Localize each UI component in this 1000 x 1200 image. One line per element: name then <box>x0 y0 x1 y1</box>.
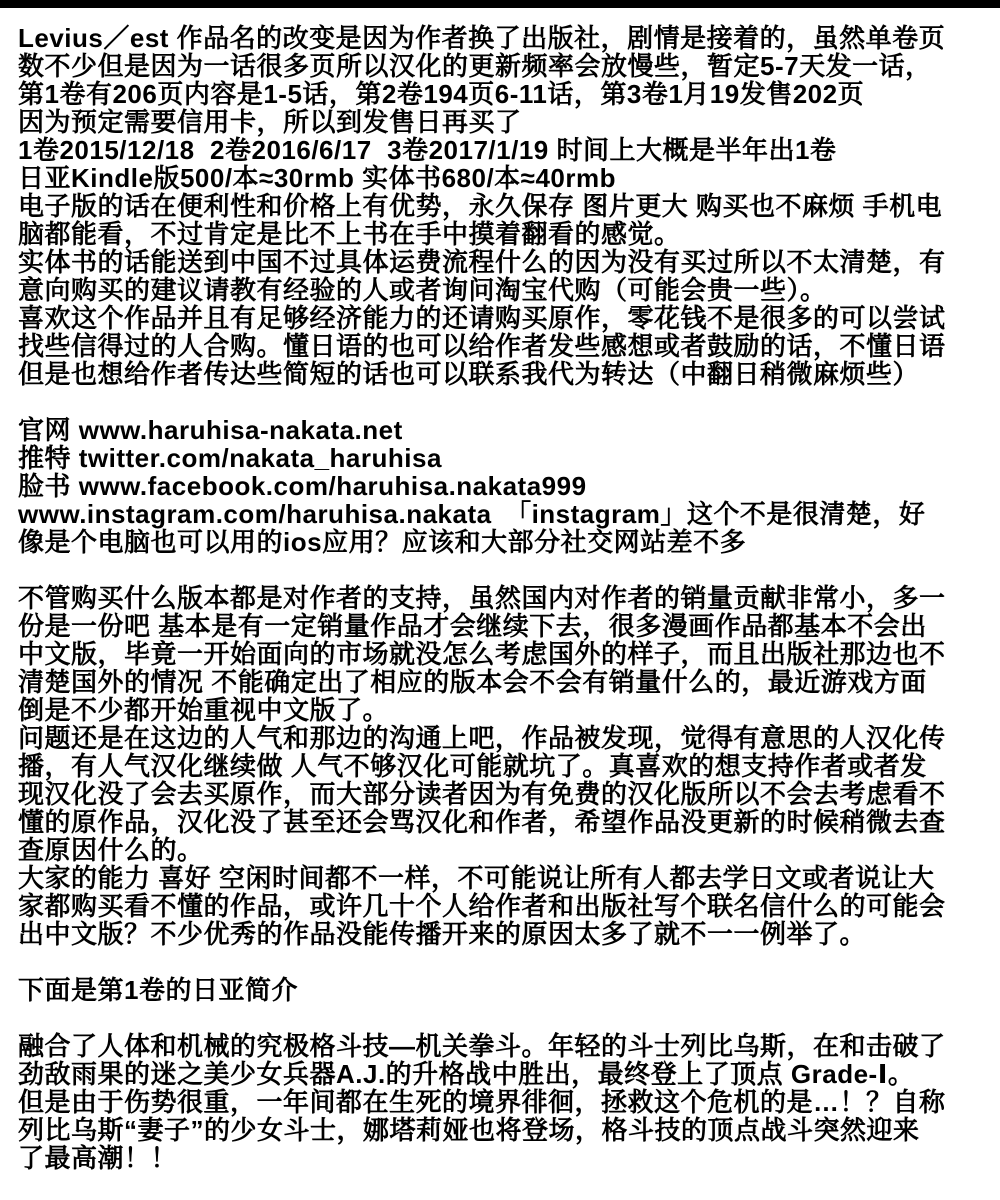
text-line: 因为预定需要信用卡，所以到发售日再买了 <box>18 107 522 137</box>
text-line: 日亚Kindle版500/本≈30rmb 实体书680/本≈40rmb <box>18 163 616 193</box>
text-line: 喜欢这个作品并且有足够经济能力的还请购买原作，零花钱不是很多的可以尝试 <box>18 303 946 333</box>
text-line: 现汉化没了会去买原作，而大部分读者因为有免费的汉化版所以不会去考虑看不 <box>18 779 946 809</box>
text-line: 劲敌雨果的迷之美少女兵器A.J.的升格战中胜出，最终登上了顶点 Grade-Ⅰ。 <box>18 1059 915 1089</box>
text-line: 份是一份吧 基本是有一定销量作品才会继续下去，很多漫画作品都基本不会出 <box>18 611 927 641</box>
section-author-links <box>18 416 988 556</box>
text-line: 像是个电脑也可以用的ios应用？应该和大部分社交网站差不多 <box>18 527 747 557</box>
text-line: 官网 www.haruhisa-nakata.net <box>18 415 403 445</box>
text-line: 电子版的话在便利性和价格上有优势，永久保存 图片更大 购买也不麻烦 手机电 <box>18 191 943 221</box>
text-line: 数不少但是因为一话很多页所以汉化的更新频率会放慢些，暂定5-7天发一话， <box>18 51 932 81</box>
text-line: 倒是不少都开始重视中文版了。 <box>18 695 390 725</box>
text-line: 问题还是在这边的人气和那边的沟通上吧，作品被发现，觉得有意思的人汉化传 <box>18 723 946 753</box>
text-line: Levius／est 作品名的改变是因为作者换了出版社，剧情是接着的，虽然单卷页 <box>18 23 946 53</box>
document-body <box>0 8 1000 1172</box>
text-line: 不管购买什么版本都是对作者的支持，虽然国内对作者的销量贡献非常小，多一 <box>18 583 946 613</box>
text-line: www.instagram.com/haruhisa.nakata 「instagram」这个不是很清楚，好 <box>18 499 926 529</box>
section-volume1-synopsis <box>18 1032 988 1172</box>
text-line: 播，有人气汉化继续做 人气不够汉化可能就坑了。真喜欢的想支持作者或者发 <box>18 751 927 781</box>
text-line: 1卷2015/12/18 2卷2016/6/17 3卷2017/1/19 时间上大概是半年出1卷 <box>18 135 837 165</box>
section-support-discussion <box>18 584 988 948</box>
text-line: 清楚国外的情况 不能确定出了相应的版本会不会有销量什么的，最近游戏方面 <box>18 667 927 697</box>
top-black-bar <box>0 0 1000 8</box>
text-line: 懂的原作品，汉化没了甚至还会骂汉化和作者，希望作品没更新的时候稍微去查 <box>18 807 946 837</box>
text-line: 中文版，毕竟一开始面向的市场就没怎么考虑国外的样子，而且出版社那边也不 <box>18 639 946 669</box>
text-line: 下面是第1卷的日亚简介 <box>18 975 298 1005</box>
text-line: 了最高潮！！ <box>18 1143 178 1173</box>
text-line: 查原因什么的。 <box>18 835 204 865</box>
text-line: 列比乌斯“妻子”的少女斗士，娜塔莉娅也将登场，格斗技的顶点战斗突然迎来 <box>18 1115 920 1145</box>
text-line: 大家的能力 喜好 空闲时间都不一样，不可能说让所有人都去学日文或者说让大 <box>18 863 935 893</box>
text-line: 推特 twitter.com/nakata_haruhisa <box>18 443 442 473</box>
text-line: 但是也想给作者传达些简短的话也可以联系我代为转达（中翻日稍微麻烦些） <box>18 359 920 389</box>
text-line: 脸书 www.facebook.com/haruhisa.nakata999 <box>18 471 587 501</box>
text-line: 出中文版？不少优秀的作品没能传播开来的原因太多了就不一一例举了。 <box>18 919 867 949</box>
text-line: 找些信得过的人合购。懂日语的也可以给作者发些感想或者鼓励的话，不懂日语 <box>18 331 946 361</box>
text-line: 意向购买的建议请教有经验的人或者询问淘宝代购（可能会贵一些）。 <box>18 275 827 305</box>
text-line: 实体书的话能送到中国不过具体运费流程什么的因为没有买过所以不太清楚，有 <box>18 247 946 277</box>
text-line: 第1卷有206页内容是1-5话，第2卷194页6-11话，第3卷1月19发售202页 <box>18 79 865 109</box>
section-release-notes <box>18 24 988 388</box>
text-line: 但是由于伤势很重，一年间都在生死的境界徘徊，拯救这个危机的是…！？自称 <box>18 1087 946 1117</box>
text-line: 融合了人体和机械的究极格斗技—机关拳斗。年轻的斗士列比乌斯，在和击破了 <box>18 1031 946 1061</box>
text-line: 家都购买看不懂的作品，或许几十个人给作者和出版社写个联名信什么的可能会 <box>18 891 946 921</box>
text-line: 脑都能看，不过肯定是比不上书在手中摸着翻看的感觉。 <box>18 219 681 249</box>
section-synopsis-header <box>18 976 988 1004</box>
